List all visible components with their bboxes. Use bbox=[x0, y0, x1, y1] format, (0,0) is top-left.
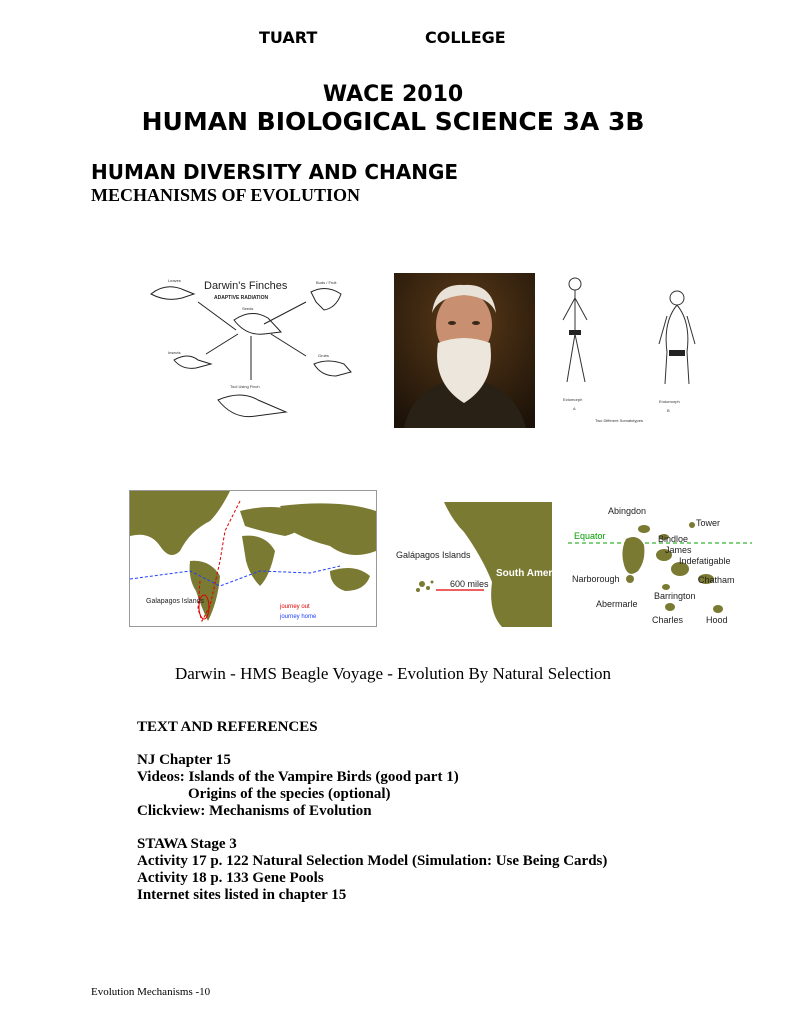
label-seeds: Seeds bbox=[242, 306, 254, 311]
endomorph-label: Endomorph bbox=[659, 399, 680, 404]
galapagos-distance-map bbox=[392, 502, 567, 627]
island-abermarle: Abermarle bbox=[596, 599, 638, 609]
island-abingdon: Abingdon bbox=[608, 506, 647, 516]
galapagos-label: Galápagos Islands bbox=[396, 550, 471, 560]
section-title: HUMAN DIVERSITY AND CHANGE bbox=[91, 160, 459, 184]
galapagos-label: Galapagos Islands bbox=[146, 598, 204, 605]
island-barrington: Barrington bbox=[654, 591, 696, 601]
somatotypes-figure bbox=[555, 272, 697, 430]
ref-stawa: STAWA Stage 3 bbox=[137, 836, 237, 852]
finches-subtitle: ADAPTIVE RADIATION bbox=[214, 295, 269, 301]
document-title-line1: WACE 2010 bbox=[322, 82, 464, 107]
page-footer: Evolution Mechanisms -10 bbox=[91, 986, 211, 998]
island-charles: Charles bbox=[652, 615, 684, 625]
beagle-voyage-world-map bbox=[129, 490, 377, 627]
island-hood: Hood bbox=[706, 615, 728, 625]
darwin-portrait bbox=[394, 273, 535, 428]
island-indefatigable: Indefatigable bbox=[679, 556, 731, 566]
continent-label: South America bbox=[496, 568, 567, 579]
ref-activity-17: Activity 17 p. 122 Natural Selection Model (Simulation: Use Being Cards) bbox=[137, 853, 608, 869]
island-chatham: Chatham bbox=[698, 575, 735, 585]
ref-internet-sites: Internet sites listed in chapter 15 bbox=[137, 887, 347, 903]
figure-caption: Darwin - HMS Beagle Voyage - Evolution By Natural Selection bbox=[174, 664, 612, 683]
island-james: James bbox=[665, 545, 692, 555]
label-grubs: Grubs bbox=[318, 353, 329, 358]
references-heading: TEXT AND REFERENCES bbox=[137, 719, 318, 735]
somatotypes-caption: Two Different Somatotypes bbox=[595, 418, 643, 423]
ref-nj-chapter: NJ Chapter 15 bbox=[137, 752, 231, 768]
ectomorph-letter: A bbox=[573, 406, 576, 411]
header-right: COLLEGE bbox=[425, 28, 506, 47]
galapagos-islands-map bbox=[566, 499, 752, 629]
header-left: TUART bbox=[259, 28, 318, 47]
label-insects: Insects bbox=[168, 350, 181, 355]
ectomorph-label: Ectomorph bbox=[563, 397, 583, 402]
ref-videos: Videos: Islands of the Vampire Birds (good part 1) bbox=[137, 769, 459, 785]
distance-label: 600 miles bbox=[450, 579, 489, 589]
references-group-2 bbox=[137, 836, 607, 904]
section-subtitle: MECHANISMS OF EVOLUTION bbox=[91, 185, 360, 205]
island-narborough: Narborough bbox=[572, 574, 620, 584]
legend-journey-out: journey out bbox=[280, 604, 310, 610]
darwins-finches-figure bbox=[146, 272, 356, 432]
endomorph-letter: B bbox=[667, 408, 670, 413]
ref-videos-origins: Origins of the species (optional) bbox=[188, 786, 391, 802]
label-leaves: Leaves bbox=[168, 278, 181, 283]
legend-journey-home: journey home bbox=[280, 614, 317, 620]
ref-clickview: Clickview: Mechanisms of Evolution bbox=[137, 803, 372, 819]
island-tower: Tower bbox=[696, 518, 721, 528]
equator-label: Equator bbox=[574, 531, 606, 541]
finches-title: Darwin's Finches bbox=[204, 280, 288, 292]
island-bindloe: Bindloe bbox=[658, 534, 689, 544]
label-buds-fruit: Buds / Fruit bbox=[316, 280, 337, 285]
label-tool-using-finch: Tool Using Finch bbox=[230, 384, 260, 389]
ref-activity-18: Activity 18 p. 133 Gene Pools bbox=[137, 870, 324, 886]
document-title-line2: HUMAN BIOLOGICAL SCIENCE 3A 3B bbox=[141, 107, 645, 136]
references-group-1 bbox=[137, 752, 459, 820]
